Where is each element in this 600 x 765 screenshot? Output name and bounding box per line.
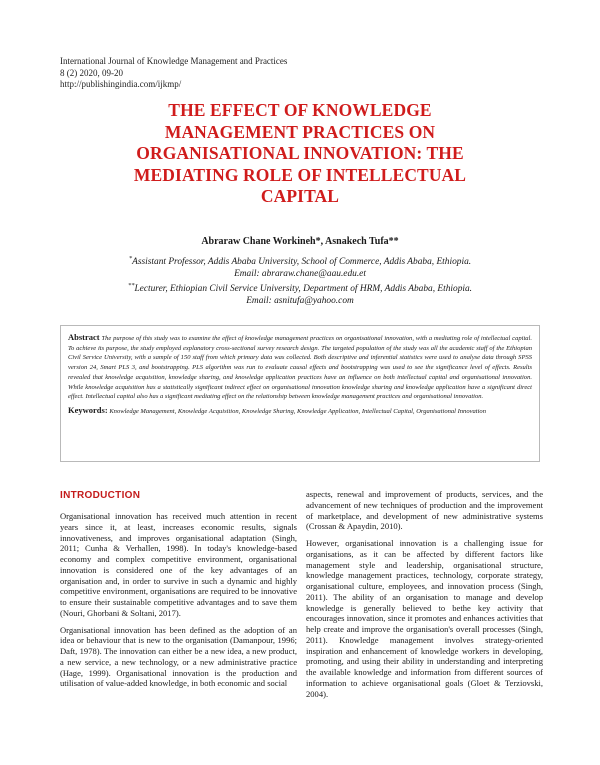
journal-issue: 8 (2) 2020, 09-20 xyxy=(60,67,123,78)
keywords xyxy=(68,406,532,417)
abstract-box xyxy=(60,325,540,462)
affiliation-1 xyxy=(60,253,540,280)
affiliation-text: Lecturer, Ethiopian Civil Service University, Department of HRM, Addis Ababa, Ethiopia. xyxy=(134,284,473,295)
title-line: ORGANISATIONAL INNOVATION: THE xyxy=(136,143,464,163)
affiliation-2 xyxy=(60,280,540,307)
title-line: MEDIATING ROLE OF INTELLECTUAL xyxy=(133,164,467,185)
journal-url[interactable]: http://publishingindia.com/ijkmp/ xyxy=(60,79,182,89)
affiliation-mark: ** xyxy=(127,282,135,289)
affiliation-text: Assistant Professor, Addis Ababa University, School of Commerce, Addis Ababa, Ethiopia. xyxy=(132,257,472,268)
abstract xyxy=(68,333,532,402)
abstract-heading: Abstract xyxy=(68,332,100,342)
affiliation-email[interactable]: Email: abraraw.chane@aau.edu.et xyxy=(234,269,366,280)
paragraph: However, organisational innovation is a challenging issue for organisations, as it can be affected by different factors like management style and leadership, organisational structure, knowledge management practices, technology, corporate strategy, organisational culture, employees, and innovation process (Singh, 2011). The ability of an organisation to manage and develop knowledge is generally believed to bethe key activity that encourages innovation, since it promotes and enhances activities that help create and improve the organisation's overall processes (Singh, 2011). Knowledge management involves strategy-oriented inspiration and enhancement of knowledge workers in developing, promoting, and using their ability in understanding and interpreting the available knowledge and information from different sources of information to achieve organisational goals (Gloet & Terziovski, 2004). xyxy=(306,538,543,699)
abstract-text: The purpose of this study was to examine the effect of knowledge management practices on organisational innovation, with a mediating role of intellectual capital. To achieve its purpose, the study employed explanatory cross-sectional survey research design. The targeted population of the study was all the academic staff of the Ethiopian Civil Service University, with a sample of 150 staff from which primary data was collected. Both descriptive and inferential statistics were used to analyse data through SPSS version 24, Smart PLS 3, and bootstrapping. PLS algorithm was run to evaluate causal effects and bootstrapping was used to see the significance level of effects. Results revealed that knowledge acquisition, knowledge sharing, and knowledge application practices have an influence on both intellectual capital and organisational innovation. While knowledge acquisition has a statistically significant indirect effect on organisational innovation knowledge sharing and knowledge application have a significant direct effect. Intellectual capital also has a significant mediating effect on the relationship between knowledge management practices and organisational innovation. xyxy=(68,335,533,401)
paragraph: Organisational innovation has received much attention in recent years since it, at least, increases economic results, signals innovativeness, and improves organisational adaptation (Singh, 2011; Cunha & Verhallen, 1998). In today's knowledge-based economy and complex competitive environment, organisational innovation is considered one of the key advantages of an organisation and, in order to survive in such a dynamic and highly competitive environment, organisations are required to be innovative to ensure their sustainable competitive advantages and to save them (Nouri, Ghorbani & Soltani, 2017). xyxy=(60,511,297,618)
section-title-introduction: INTRODUCTION xyxy=(60,490,141,501)
title-line: CAPITAL xyxy=(260,186,340,206)
authors: Abraraw Chane Workineh*, Asnakech Tufa** xyxy=(201,236,399,247)
paragraph: Organisational innovation has been defined as the adoption of an idea or behaviour that is new to the organisation (Damanpour, 1996; Daft, 1978). The innovation can either be a new idea, a new product, a new service, a new technology, or a new administrative practice (Hage, 1999). Organisational innovation is the production and utilisation of value-added knowledge, in both economic and social xyxy=(60,624,297,689)
keywords-text: Knowledge Management, Knowledge Acquisition, Knowledge Sharing, Knowledge Application, Intellectual Capital, Organisational Innovation xyxy=(109,407,486,415)
affiliation-email[interactable]: Email: asnitufa@yahoo.com xyxy=(246,296,354,307)
title-line: MANAGEMENT PRACTICES ON xyxy=(164,121,436,142)
paragraph: aspects, renewal and improvement of products, services, and the advancement of new techniques of production and the improvement of marketplace, and development of new administrative systems (Crossan & Apaydin, 2010). xyxy=(306,489,543,532)
journal-name: International Journal of Knowledge Management and Practices xyxy=(60,56,288,66)
title-line: THE EFFECT OF KNOWLEDGE xyxy=(168,100,432,120)
keywords-heading: Keywords: xyxy=(68,404,108,415)
journal-header xyxy=(60,56,287,91)
left-column xyxy=(60,511,297,695)
paper-title xyxy=(60,100,540,208)
affiliation-mark: * xyxy=(128,255,133,262)
right-column xyxy=(306,489,543,705)
